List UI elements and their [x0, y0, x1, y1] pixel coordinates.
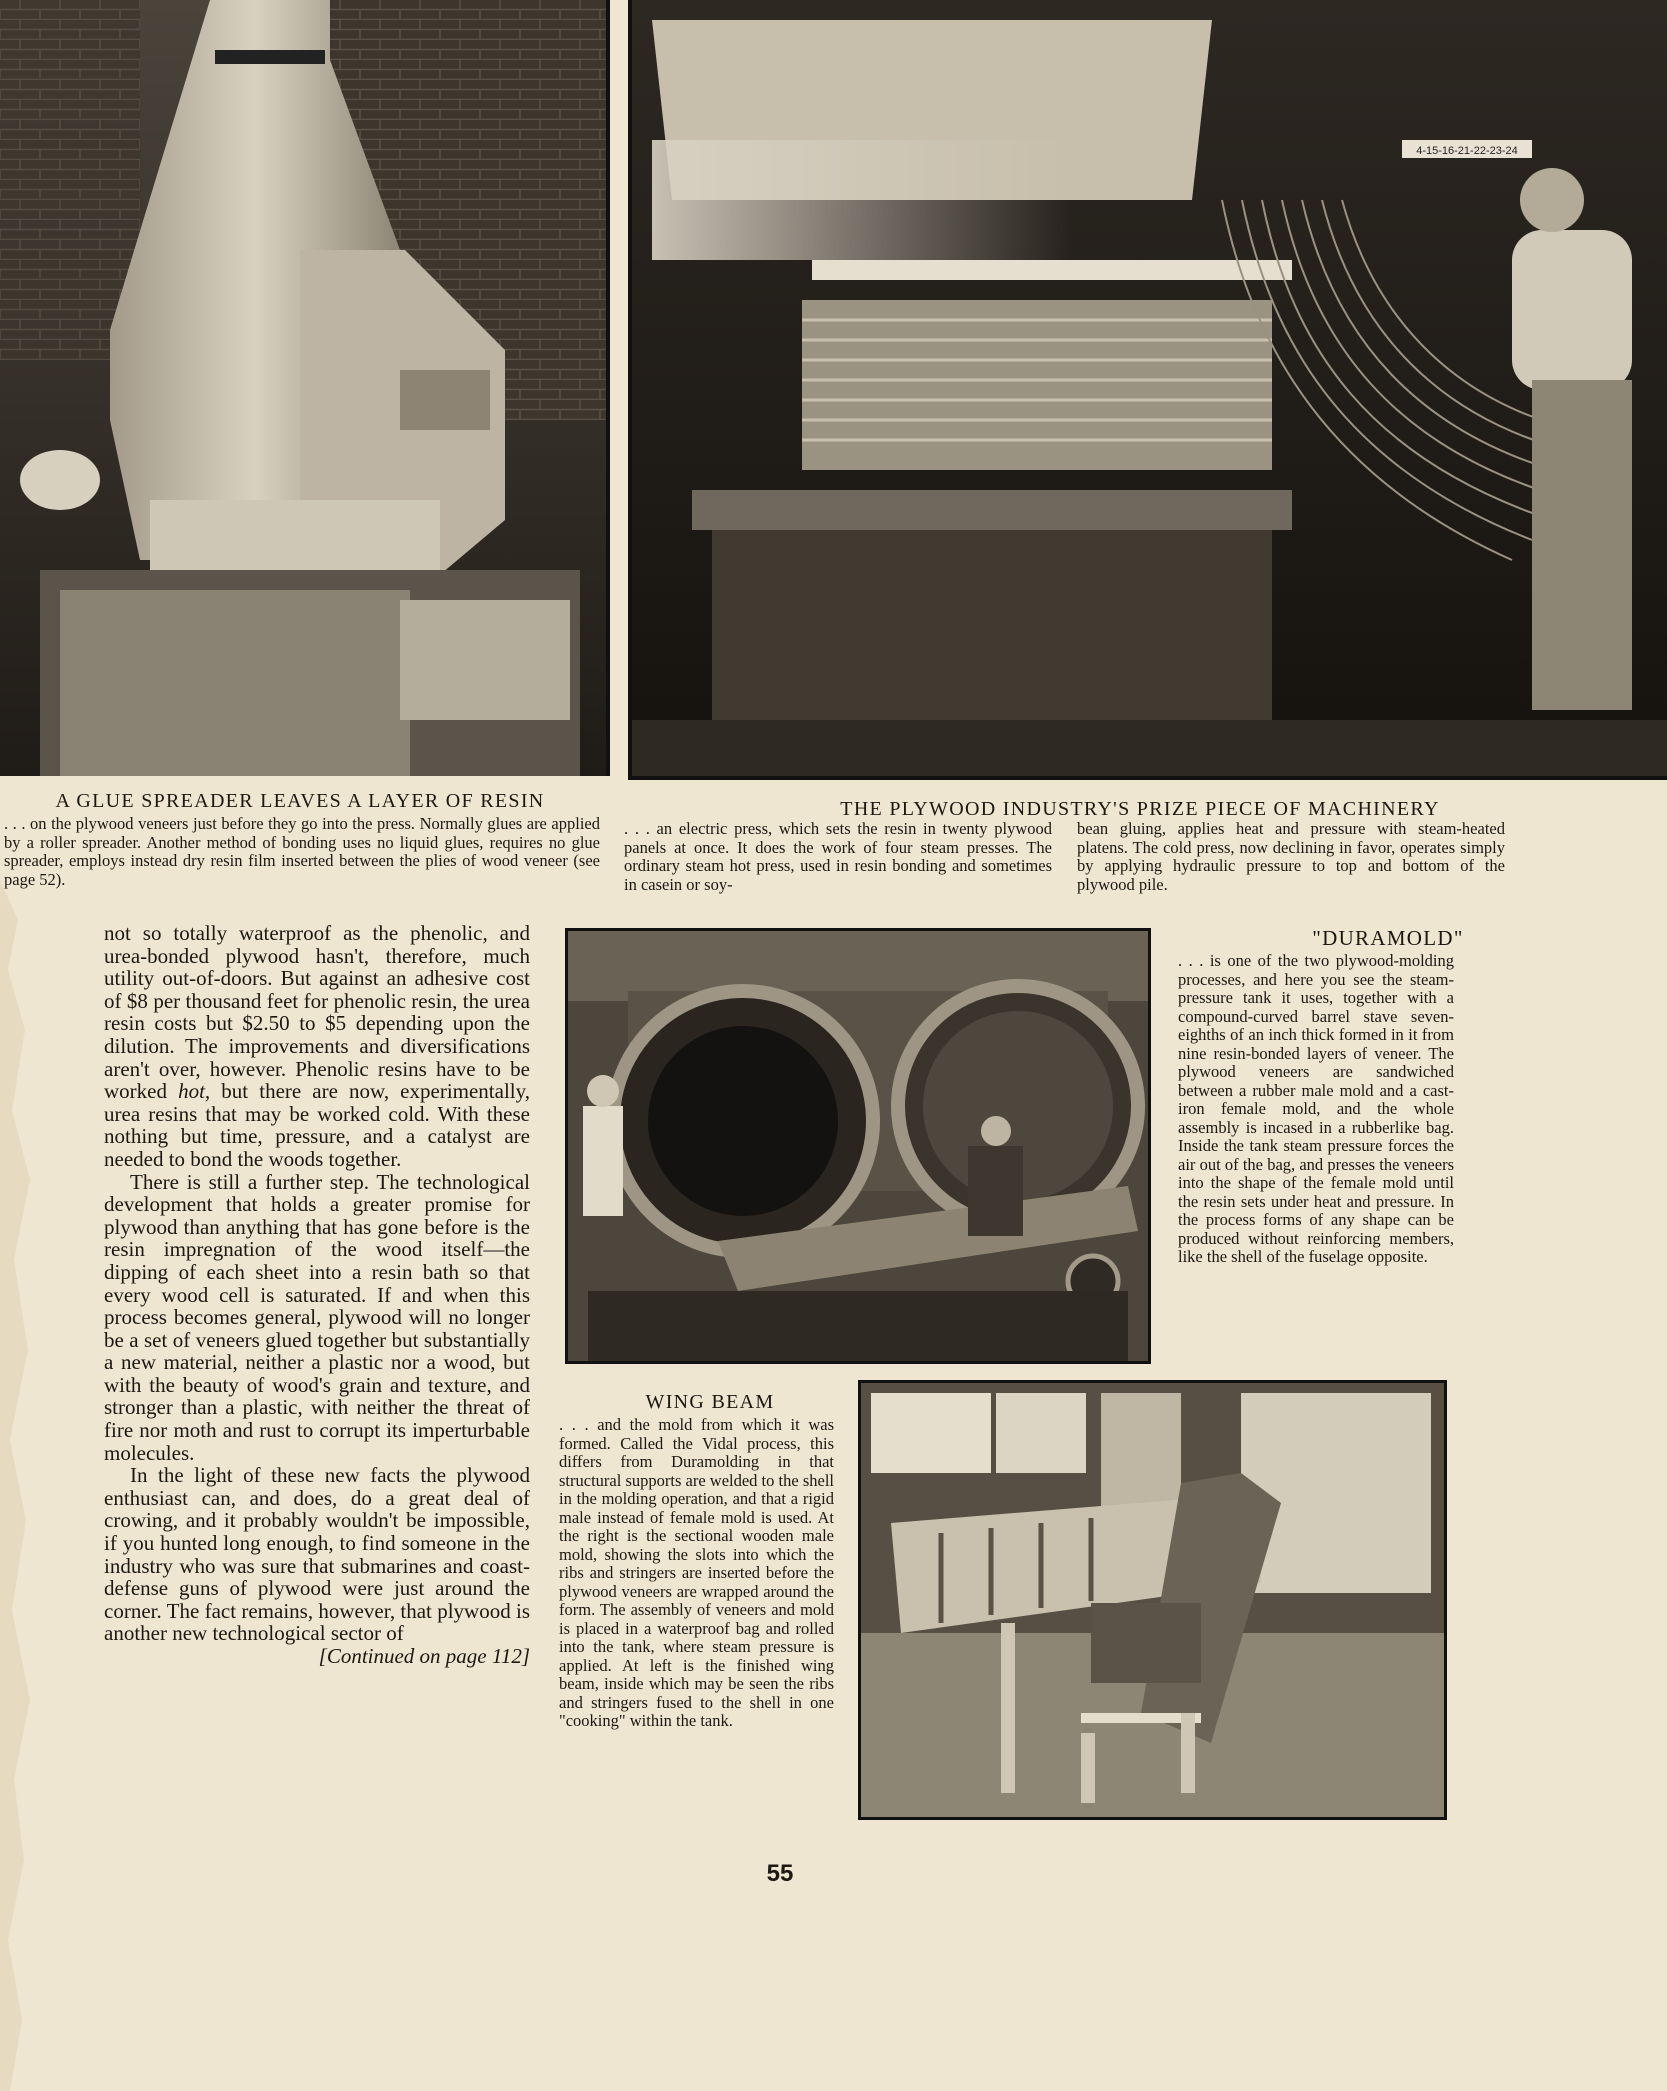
- press-caption-col1: . . . an electric press, which sets the resin in twenty plywood panels at once. It does the work of four steam presses. The ordinary steam hot press, used in resin bonding and sometimes in casein or soy-: [624, 819, 1052, 894]
- glue-spreader-caption: . . . on the plywood veneers just before they go into the press. Normally glues are applied by a roller spreader. Another method of bonding uses no liquid glues, requires no glue spreader, employs instead dry resin film inserted between the plies of wood veneer (see page 52).: [4, 814, 600, 889]
- wing-beam-photo: [858, 1380, 1447, 1820]
- glue-spreader-photo: [0, 0, 610, 776]
- continued-note: [Continued on page 112]: [318, 1644, 530, 1668]
- body-paragraph-2: There is still a further step. The technological development that holds a greater promise for plywood than anything that has gone before is the resin impregnation of the wood itself—the dipping of each sheet into a resin bath so that every wood cell is saturated. If and when this process becomes general, plywood will no longer be a set of veneers glued together but substantially a new material, neither a plastic nor a wood, but with the beauty of wood's grain and texture, and stronger than a plastic, with neither the threat of fire nor moth and rust to corrupt its imperturbable molecules.: [104, 1169, 530, 1465]
- torn-edge: [0, 880, 60, 2091]
- glue-spreader-heading: A GLUE SPREADER LEAVES A LAYER OF RESIN: [55, 790, 545, 812]
- page-number: 55: [766, 1860, 794, 1887]
- body-para1-end: but there are now, experimentally, urea resins that may be worked cold. With these nothing but time, pressure, and a catalyst are needed to bond the woods together.: [104, 1079, 531, 1171]
- body-para1-emphasis: hot,: [178, 1079, 211, 1104]
- body-paragraph-1: [104, 922, 530, 1171]
- wing-beam-heading: WING BEAM: [645, 1391, 775, 1413]
- duramold-heading: "DURAMOLD": [1312, 926, 1464, 950]
- duramold-tank-photo: [565, 928, 1151, 1364]
- wing-beam-caption: . . . and the mold from which it was formed. Called the Vidal process, this differs from Duramolding in that structural supports are welded to the shell in the molding operation, and that a rigid male instead of female mold is used. At the right is the sectional wooden male mold, showing the slots into which the ribs and stringers are inserted before the plywood veneers are wrapped around the form. The assembly of veneers and mold is placed in a waterproof bag and rolled into the tank, where steam pressure is applied. At left is the finished wing beam, inside which may be seen the ribs and stringers fused to the shell in one "cooking" within the tank.: [559, 1415, 834, 1730]
- electric-press-photo: [628, 0, 1667, 780]
- body-paragraph-3: In the light of these new facts the plywood enthusiast can, and does, do a great deal of crowing, and it probably wouldn't be impossible, if you hunted long enough, to find someone in the industry who was sure that submarines and coast-defense guns of plywood were just around the corner. The fact remains, however, that plywood is another new technological sector of: [104, 1463, 530, 1646]
- body-para1-start: not so totally waterproof as the phenolic, and urea-bonded plywood hasn't, therefore, much utility out-of-doors. But against an adhesive cost of $8 per thousand feet for phenolic resin, the urea resin costs but $2.50 to $5 depending upon the dilution. The improvements and diversifications aren't over, however. Phenolic resins have to be worked: [104, 921, 530, 1104]
- article-body: [104, 922, 530, 1668]
- duramold-caption: . . . is one of the two plywood-molding processes, and here you see the steam-pressure tank it uses, together with a compound-curved barrel stave seven-eighths of an inch thick formed in it from nine resin-bonded layers of veneer. The plywood veneers are sandwiched between a rubber male mold and a cast-iron female mold, and the whole assembly is incased in a rubberlike bag. Inside the tank steam pressure forces the air out of the bag, and presses the veneers into the shape of the female mold until the resin sets under heat and pressure. In the process forms of any shape can be produced without reinforcing members, like the shell of the fuselage opposite.: [1178, 951, 1454, 1266]
- press-caption-col2: bean gluing, applies heat and pressure with steam-heated platens. The cold press, now declining in favor, operates simply by applying hydraulic pressure to top and bottom of the plywood pile.: [1077, 819, 1505, 894]
- press-tag-text: 4-15-16-21-22-23-24: [1416, 145, 1518, 157]
- press-heading: THE PLYWOOD INDUSTRY'S PRIZE PIECE OF MACHINERY: [840, 798, 1440, 820]
